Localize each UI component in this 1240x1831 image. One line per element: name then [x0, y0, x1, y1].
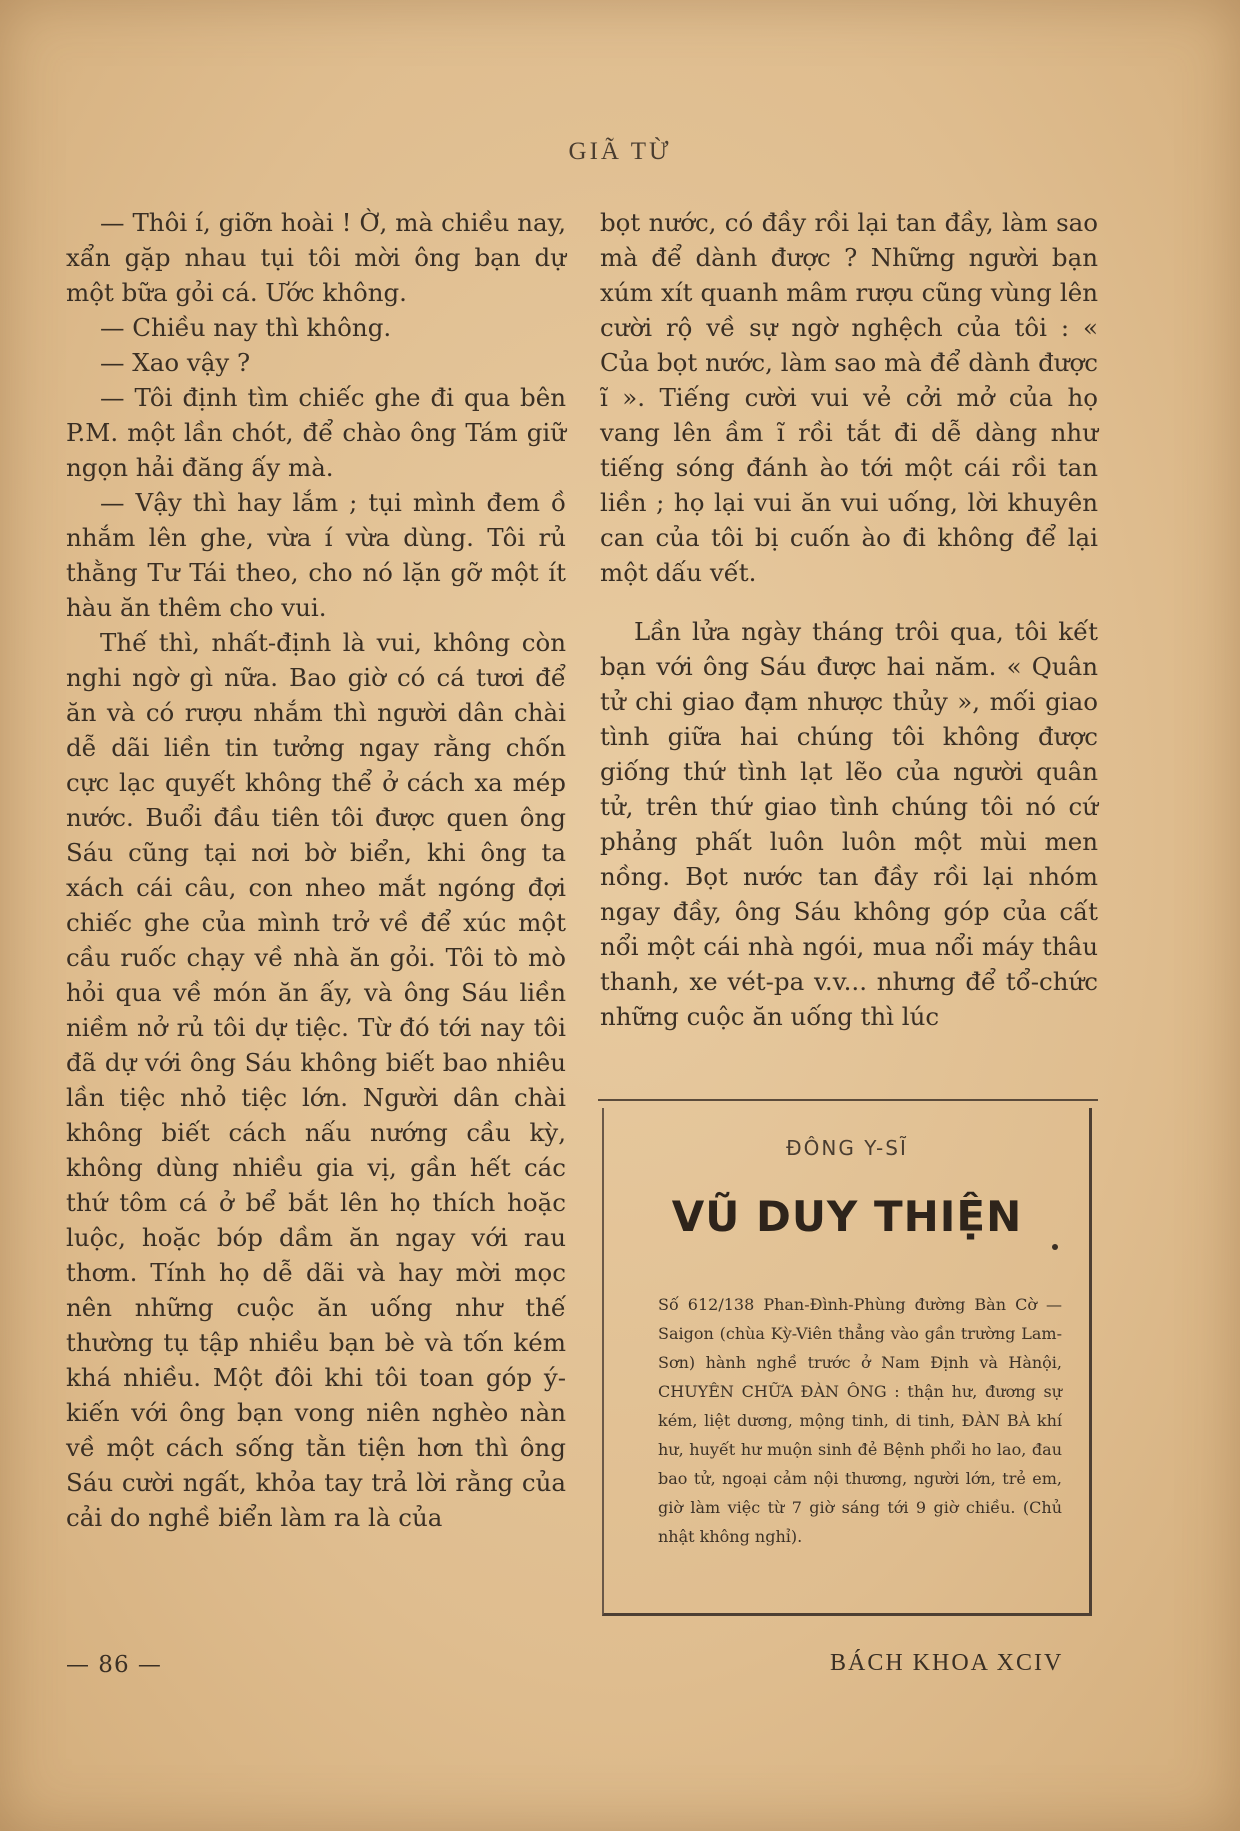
- paragraph: — Chiều nay thì không.: [100, 313, 392, 342]
- magazine-name: BÁCH KHOA XCIV: [830, 1650, 1064, 1676]
- paragraph: — Vậy thì hay lắm ; tụi mình đem ồ nhắm lên ghe, vừa í vừa dùng. Tôi rủ thằng Tư Tái theo, cho nó lặn gỡ một ít hàu ăn thêm cho vui.: [66, 488, 566, 622]
- ad-body: Số 612/138 Phan-Đình-Phùng đường Bàn Cờ — Saigon (chùa Kỳ-Viên thẳng vào gần trường Lam-Sơn) hành nghề trước ở Nam Định và Hànội, CHUYÊN CHỮA ĐÀN ÔNG : thận hư, đương sự kém, liệt dương, mộng tinh, di tinh, ĐÀN BÀ khí hư, huyết hư muộn sinh đẻ Bệnh phổi ho lao, đau bao tử, ngoại cảm nội thương, người lớn, trẻ em, giờ làm việc từ 7 giờ sáng tới 9 giờ chiều. (Chủ nhật không nghỉ).: [658, 1295, 1062, 1546]
- page-number: — 86 —: [66, 1652, 162, 1678]
- paragraph: bọt nước, có đầy rồi lại tan đầy, làm sao mà để dành được ? Những người bạn xúm xít quanh mâm rượu cũng vùng lên cười rộ về sự ngờ nghệch của tôi : « Của bọt nước, làm sao mà để dành được ĩ ». Tiếng cười vui vẻ cởi mở của họ vang lên ầm ĩ rồi tắt đi dễ dàng như tiếng sóng đánh ào tới một cái rồi tan liền ; họ lại vui ăn vui uống, lời khuyên can của tôi bị cuốn ào đi không để lại một dấu vết.: [600, 208, 1098, 587]
- ad-kicker: ĐÔNG Y-SĨ: [786, 1136, 908, 1160]
- paragraph: — Tôi định tìm chiếc ghe đi qua bên P.M. một lần chót, để chào ông Tám giữ ngọn hải đăng ấy mà.: [66, 383, 566, 482]
- left-column: [66, 205, 566, 1625]
- paragraph: — Thôi í, giỡn hoài ! Ờ, mà chiều nay, xẩn gặp nhau tụi tôi mời ông bạn dự một bữa gỏi cá. Ước không.: [66, 208, 566, 307]
- paragraph: Thế thì, nhất-định là vui, không còn nghi ngờ gì nữa. Bao giờ có cá tươi để ăn và có rượu nhắm thì người dân chài dễ dãi liền tin tưởng ngay rằng chốn cực lạc quyết không thể ở cách xa mép nước. Buổi đầu tiên tôi được quen ông Sáu cũng tại nơi bờ biển, khi ông ta xách cái câu, con nheo mắt ngóng đợi chiếc ghe của mình trở về để xúc một cầu ruốc chạy về nhà ăn gỏi. Tôi tò mò hỏi qua về món ăn ấy, và ông Sáu liền niềm nở rủ tôi dự tiệc. Từ đó tới nay tôi đã dự với ông Sáu không biết bao nhiêu lần tiệc nhỏ tiệc lớn. Người dân chài không biết cách nấu nướng cầu kỳ, không dùng nhiều gia vị, gần hết các thứ tôm cá ở bể bắt lên họ thích hoặc luộc, hoặc bóp dầm ăn ngay với rau thơm. Tính họ dễ dãi và hay mời mọc nên những cuộc ăn uống như thế thường tụ tập nhiều bạn bè và tốn kém khá nhiều. Một đôi khi tôi toan góp ý-kiến với ông bạn vong niên nghèo nàn về một cách sống tằn tiện hơn thì ông Sáu cười ngất, khỏa tay trả lời rằng của cải do nghề biển làm ra là của: [66, 628, 566, 1532]
- paragraph: Lần lửa ngày tháng trôi qua, tôi kết bạn với ông Sáu được hai năm. « Quân tử chi giao đạm nhược thủy », mối giao tình giữa hai chúng tôi không được giống thứ tình lạt lẽo của người quân tử, trên thứ giao tình chúng tôi nó cứ phảng phất luôn luôn một mùi men nồng. Bọt nước tan đầy rồi lại nhóm ngay đầy, ông Sáu không góp của cất nổi một cái nhà ngói, mua nổi máy thâu thanh, xe vét-pa v.v... nhưng để tổ-chức những cuộc ăn uống thì lúc: [600, 617, 1098, 1031]
- paragraph: — Xao vậy ?: [100, 348, 251, 377]
- ornament-dot: [1052, 1244, 1058, 1250]
- ad-name: VŨ DUY THIỆN: [671, 1192, 1023, 1241]
- running-title: GIÃ TỪ: [568, 138, 672, 165]
- divider: [598, 1099, 1098, 1101]
- right-column: [600, 205, 1098, 1034]
